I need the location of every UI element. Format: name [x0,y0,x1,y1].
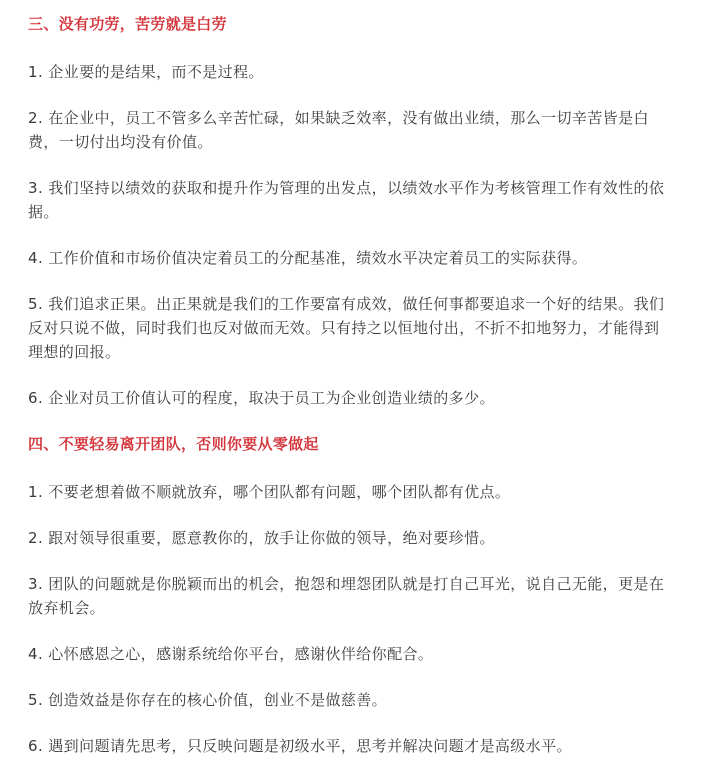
list-item [28,292,694,364]
paragraph-line: 理想的回报。 [28,343,121,361]
list-item [28,734,694,758]
list-item [28,688,694,712]
list-item [28,106,694,154]
section-heading-4: 四、不要轻易离开团队，否则你要从零做起 [28,435,319,453]
paragraph-line: 2. 在企业中，员工不管多么辛苦忙碌，如果缺乏效率，没有做出业绩，那么一切辛苦皆是白 [28,109,649,127]
list-item [28,572,694,620]
list-item [28,176,694,224]
paragraph-line: 4. 工作价值和市场价值决定着员工的分配基准，绩效水平决定着员工的实际获得。 [28,249,588,267]
list-item [28,386,694,410]
paragraph-line: 6. 企业对员工价值认可的程度，取决于员工为企业创造业绩的多少。 [28,389,495,407]
list-item [28,480,694,504]
paragraph-line: 据。 [28,203,59,221]
paragraph-line: 5. 我们追求正果。出正果就是我们的工作要富有成效，做任何事都要追求一个好的结果。我们 [28,295,665,313]
list-item [28,60,694,84]
list-item [28,526,694,550]
list-item [28,642,694,666]
paragraph-line: 6. 遇到问题请先思考，只反映问题是初级水平，思考并解决问题才是高级水平。 [28,737,572,755]
paragraph-line: 1. 不要老想着做不顺就放弃，哪个团队都有问题，哪个团队都有优点。 [28,483,511,501]
list-item [28,246,694,270]
paragraph-line: 1. 企业要的是结果，而不是过程。 [28,63,264,81]
section-heading-3: 三、没有功劳，苦劳就是白劳 [28,15,227,33]
paragraph-line: 4. 心怀感恩之心，感谢系统给你平台，感谢伙伴给你配合。 [28,645,434,663]
paragraph-line: 3. 团队的问题就是你脱颖而出的机会，抱怨和埋怨团队就是打自己耳光，说自己无能，更是在 [28,575,665,593]
paragraph-line: 5. 创造效益是你存在的核心价值，创业不是做慈善。 [28,691,388,709]
paragraph-line: 放弃机会。 [28,599,106,617]
paragraph-line: 反对只说不做，同时我们也反对做而无效。只有持之以恒地付出，不折不扣地努力，才能得到 [28,319,660,337]
paragraph-line: 2. 跟对领导很重要，愿意教你的，放手让你做的领导，绝对要珍惜。 [28,529,495,547]
paragraph-line: 费，一切付出均没有价值。 [28,133,213,151]
paragraph-line: 3. 我们坚持以绩效的获取和提升作为管理的出发点，以绩效水平作为考核管理工作有效性的依 [28,179,665,197]
